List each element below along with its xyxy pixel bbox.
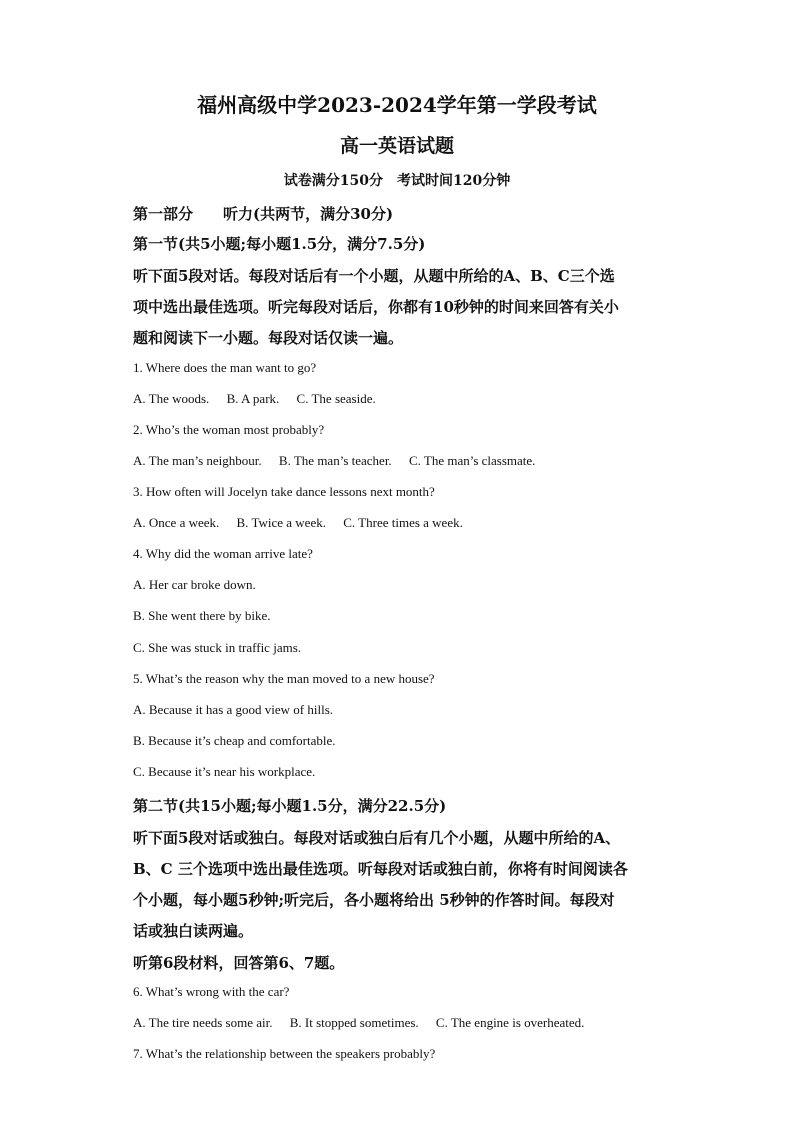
question-stem: 7. What’s the relationship between the speakers probably?: [133, 1046, 436, 1061]
section1-instruction-line: 项中选出最佳选项。听完每段对话后，你都有10秒钟的时间来回答有关小: [133, 298, 619, 316]
material-heading: 听第6段材料，回答第6、7题。: [133, 954, 345, 972]
section1-instruction-line: 听下面5段对话。每段对话后有一个小题，从题中所给的A、B、C三个选: [133, 267, 615, 285]
question-options: [133, 515, 463, 531]
option-b: B. A park.: [226, 391, 280, 406]
option-c: C. Because it’s near his workplace.: [133, 764, 316, 779]
question-stem: 5. What’s the reason why the man moved to a new house?: [133, 671, 435, 686]
option-c: C. The engine is overheated.: [435, 1015, 585, 1030]
option-c: C. She was stuck in traffic jams.: [133, 640, 302, 655]
question-stem: 4. Why did the woman arrive late?: [133, 546, 313, 561]
section2-instruction-line: B、C 三个选项中选出最佳选项。听每段对话或独白前，你将有时间阅读各: [133, 860, 628, 878]
section2-heading: 第二节(共15小题;每小题1.5分，满分22.5分): [133, 797, 447, 815]
option-a: A. Her car broke down.: [133, 577, 256, 592]
question-stem: 2. Who’s the woman most probably?: [133, 422, 325, 437]
option-a: A. The man’s neighbour.: [133, 453, 262, 468]
section2-instruction-line: 话或独白读两遍。: [133, 922, 254, 940]
option-b: B. She went there by bike.: [133, 608, 271, 623]
section1-heading: 第一节(共5小题;每小题1.5分，满分7.5分): [133, 235, 426, 253]
question-stem: 6. What’s wrong with the car?: [133, 984, 290, 999]
option-b: B. The man’s teacher.: [278, 453, 392, 468]
option-a: A. Because it has a good view of hills.: [133, 702, 334, 717]
option-a: A. The tire needs some air.: [133, 1015, 273, 1030]
section2-instruction-line: 听下面5段对话或独白。每段对话或独白后有几个小题，从题中所给的A、: [133, 829, 621, 847]
option-c: C. The seaside.: [296, 391, 376, 406]
option-c: C. Three times a week.: [343, 515, 463, 530]
section1-instruction-line: 题和阅读下一小题。每段对话仅读一遍。: [133, 329, 404, 347]
section2-instruction-line: 个小题，每小题5秒钟;听完后，各小题将给出 5秒钟的作答时间。每段对: [133, 891, 615, 909]
exam-info: 试卷满分150分 考试时间120分钟: [283, 173, 511, 189]
exam-subtitle: 高一英语试题: [339, 135, 454, 157]
option-b: B. Because it’s cheap and comfortable.: [133, 733, 336, 748]
question-options: [133, 391, 376, 407]
option-a: A. The woods.: [133, 391, 210, 406]
option-b: B. It stopped sometimes.: [289, 1015, 419, 1030]
question-stem: 3. How often will Jocelyn take dance lessons next month?: [133, 484, 435, 499]
option-b: B. Twice a week.: [236, 515, 326, 530]
question-options: [133, 1015, 584, 1031]
exam-title: 福州高级中学2023-2024学年第一学段考试: [197, 93, 597, 117]
option-c: C. The man’s classmate.: [408, 453, 536, 468]
question-options: [133, 453, 535, 469]
option-a: A. Once a week.: [133, 515, 220, 530]
question-stem: 1. Where does the man want to go?: [133, 360, 317, 375]
part1-heading: 第一部分 听力(共两节，满分30分): [133, 205, 394, 223]
